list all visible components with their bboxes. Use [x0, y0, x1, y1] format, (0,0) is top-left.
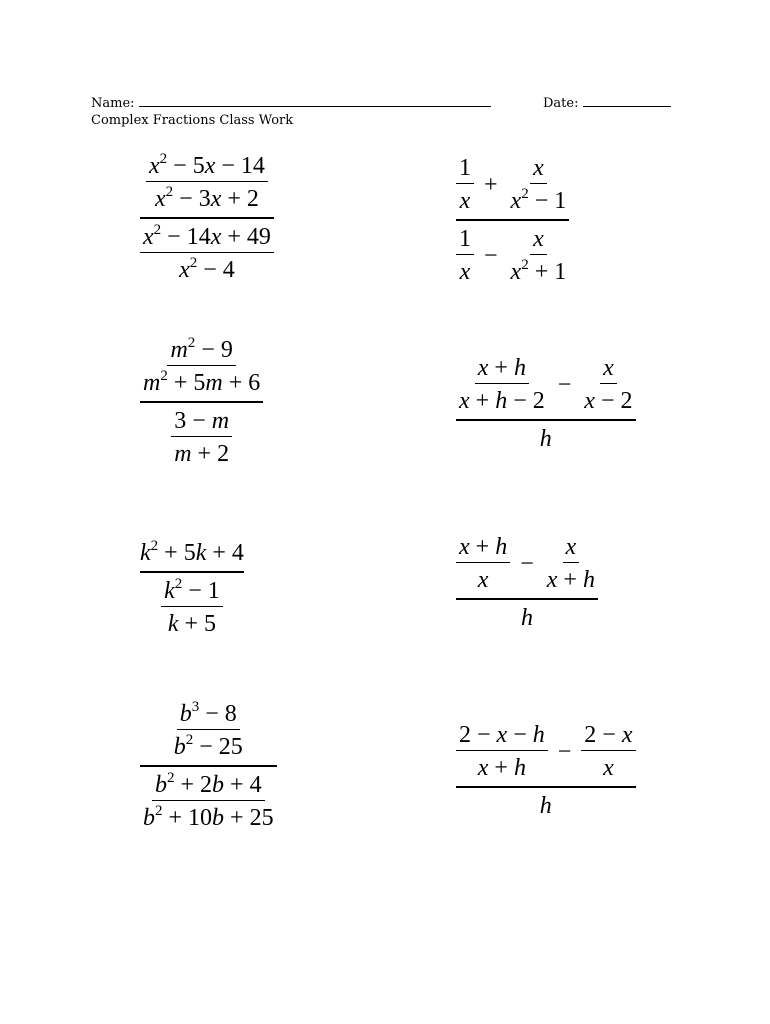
upper-denominator: $m^2 + 5m + 6$ — [143, 368, 261, 396]
lower-denominator: $b^2 + 10b + 25$ — [143, 803, 274, 831]
lower-expression: h — [539, 793, 552, 819]
complex-fraction — [140, 699, 277, 831]
lower-fraction — [140, 770, 277, 831]
term-fraction — [456, 356, 548, 413]
lower-numerator: 3 − m — [171, 409, 232, 437]
operator: − — [557, 738, 572, 765]
upper-fraction — [146, 151, 268, 212]
term-fraction — [544, 535, 598, 592]
main-fraction-bar — [456, 598, 598, 600]
problem-6 — [456, 535, 598, 630]
worksheet-title: Complex Fractions Class Work — [91, 113, 294, 128]
upper-numerator: $x^2 - 5x - 14$ — [146, 154, 268, 182]
upper-expression — [456, 356, 636, 413]
upper-expression — [456, 723, 636, 780]
term-fraction — [508, 227, 570, 284]
complex-fraction — [140, 538, 244, 637]
upper-numerator: $b^3 - 8$ — [177, 702, 240, 730]
term-denominator: x — [603, 755, 614, 781]
complex-fraction — [456, 356, 636, 451]
lower-numerator: $k^2 - 1$ — [161, 579, 223, 607]
upper-fraction — [140, 335, 263, 396]
problem-7 — [140, 699, 277, 831]
problem-4 — [456, 356, 636, 451]
main-fraction-bar — [456, 219, 569, 221]
term-denominator: x — [459, 188, 471, 214]
lower-expression: h — [539, 426, 552, 452]
problem-5 — [140, 538, 244, 637]
upper-numerator: $m^2 - 9$ — [167, 338, 235, 366]
name-line — [91, 94, 491, 112]
term-numerator: 2 − x — [581, 723, 635, 751]
problem-2 — [456, 156, 569, 284]
lower-fraction — [161, 576, 223, 637]
term-denominator: x + h − 2 — [459, 388, 545, 414]
problem-8 — [456, 723, 636, 818]
term-denominator: x − 2 — [584, 388, 633, 414]
operator: − — [557, 371, 572, 398]
problem-3 — [140, 335, 263, 467]
term-fraction — [456, 535, 510, 592]
lower-denominator: $x^2 - 4$ — [179, 255, 235, 283]
term-numerator: x — [530, 227, 547, 255]
term-fraction — [456, 156, 474, 213]
upper-denominator: $x^2 - 3x + 2$ — [155, 184, 259, 212]
operator: − — [484, 242, 498, 269]
upper-denominator: $b^2 - 25$ — [173, 732, 243, 760]
lower-expression: h — [520, 605, 533, 631]
complex-fraction — [456, 535, 598, 630]
term-numerator: x + h — [475, 356, 529, 384]
term-numerator: x — [600, 356, 617, 384]
term-denominator: $x^2 - 1$ — [510, 186, 567, 214]
term-fraction — [581, 723, 635, 780]
main-fraction-bar — [140, 765, 277, 767]
upper-expression — [456, 156, 569, 213]
term-fraction — [456, 723, 548, 780]
lower-numerator: $x^2 - 14x + 49$ — [140, 225, 274, 253]
main-fraction-bar — [140, 401, 263, 403]
term-fraction — [508, 156, 570, 213]
operator: − — [520, 550, 534, 577]
term-fraction — [456, 227, 474, 284]
upper-fraction — [171, 699, 246, 760]
lower-fraction — [171, 409, 232, 466]
operator: + — [484, 171, 498, 198]
term-numerator: 1 — [456, 227, 474, 255]
lower-denominator: m + 2 — [174, 441, 230, 467]
complex-fraction — [140, 335, 263, 467]
name-label: Name: — [91, 96, 135, 111]
complex-fraction — [456, 156, 569, 284]
main-fraction-bar — [456, 786, 636, 788]
problem-1 — [140, 151, 274, 283]
term-denominator: x + h — [546, 567, 595, 593]
name-blank[interactable] — [139, 94, 491, 107]
date-line — [543, 94, 671, 112]
lower-fraction — [140, 222, 274, 283]
term-numerator: 2 − x − h — [456, 723, 548, 751]
term-numerator: x — [530, 156, 547, 184]
lower-denominator: k + 5 — [167, 611, 217, 637]
term-denominator: x + h — [477, 755, 526, 781]
complex-fraction — [140, 151, 274, 283]
term-numerator: 1 — [456, 156, 474, 184]
term-denominator: $x^2 + 1$ — [510, 257, 567, 285]
main-fraction-bar — [140, 217, 274, 219]
date-blank[interactable] — [583, 94, 671, 107]
lower-expression — [456, 227, 569, 284]
term-fraction — [581, 356, 635, 413]
upper-expression — [456, 535, 598, 592]
main-fraction-bar — [140, 571, 244, 573]
term-denominator: x — [459, 259, 471, 285]
main-fraction-bar — [456, 419, 636, 421]
upper-expression: $k^2 + 5k + 4$ — [140, 538, 244, 566]
term-numerator: x — [563, 535, 580, 563]
complex-fraction — [456, 723, 636, 818]
date-label: Date: — [543, 96, 579, 111]
lower-numerator: $b^2 + 2b + 4$ — [152, 773, 265, 801]
term-denominator: x — [477, 567, 489, 593]
term-numerator: x + h — [456, 535, 510, 563]
